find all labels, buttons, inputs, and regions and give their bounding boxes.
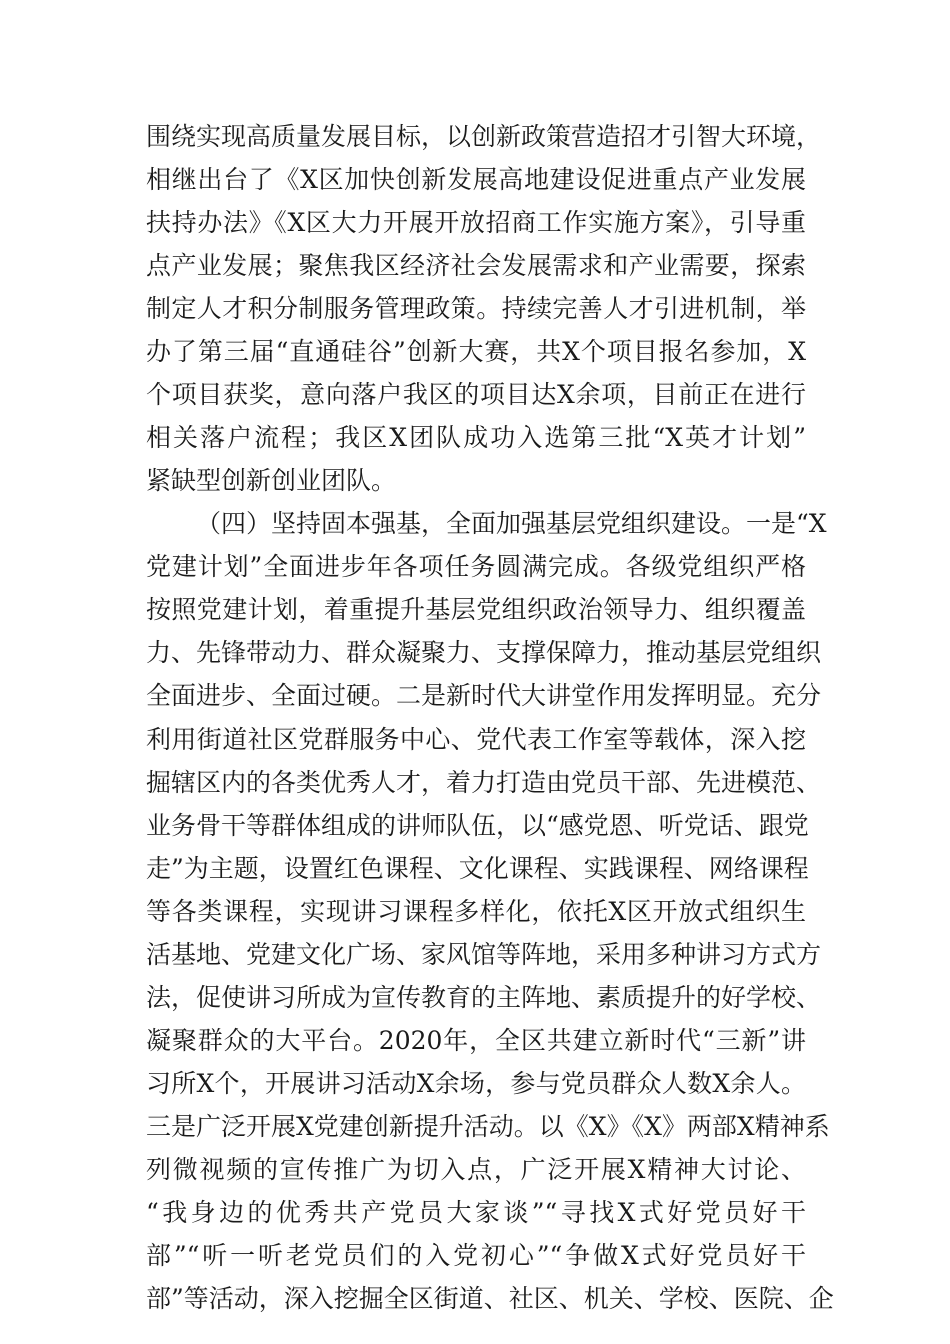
text-line: 凝聚群众的大平台。2020年，全区共建立新时代“三新”讲: [146, 1026, 806, 1055]
text-line: 相关落户流程；我区X团队成功入选第三批“X英才计划”: [146, 423, 806, 452]
text-line: 办了第三届“直通硅谷”创新大赛，共X个项目报名参加，X: [146, 337, 806, 366]
text-line: 习所X个，开展讲习活动X余场，参与党员群众人数X余人。: [146, 1069, 806, 1098]
section-heading-line: （四）坚持固本强基，全面加强基层党组织建设。一是“X: [196, 509, 827, 538]
text-line: 党建计划”全面进步年各项任务圆满完成。各级党组织严格: [146, 552, 806, 581]
text-line: 按照党建计划，着重提升基层党组织政治领导力、组织覆盖: [146, 595, 806, 624]
text-line: 掘辖区内的各类优秀人才，着力打造由党员干部、先进模范、: [146, 768, 822, 797]
text-line: 点产业发展；聚焦我区经济社会发展需求和产业需要，探索: [146, 251, 806, 280]
text-line: 法，促使讲习所成为宣传教育的主阵地、素质提升的好学校、: [146, 983, 822, 1012]
text-line: 列微视频的宣传推广为切入点，广泛开展X精神大讨论、: [146, 1155, 806, 1184]
text-line: 业务骨干等群体组成的讲师队伍，以“感党恩、听党话、跟党: [146, 811, 809, 840]
text-line: 相继出台了《X区加快创新发展高地建设促进重点产业发展: [146, 165, 806, 194]
text-line: 部”等活动，深入挖掘全区街道、社区、机关、学校、医院、企: [146, 1284, 834, 1313]
text-line: “我身边的优秀共产党员大家谈”“寻找X式好党员好干: [146, 1198, 806, 1227]
text-line: 个项目获奖，意向落户我区的项目达X余项，目前正在进行: [146, 380, 806, 409]
text-line: 活基地、党建文化广场、家风馆等阵地，采用多种讲习方式方: [146, 940, 822, 969]
text-line: 围绕实现高质量发展目标，以创新政策营造招才引智大环境，: [146, 122, 822, 151]
text-line: 力、先锋带动力、群众凝聚力、支撑保障力，推动基层党组织: [146, 638, 822, 667]
text-line: 三是广泛开展X党建创新提升活动。以《X》《X》两部X精神系: [146, 1112, 830, 1141]
text-line: 扶持办法》《X区大力开展开放招商工作实施方案》，引导重: [146, 208, 806, 237]
text-line: 全面进步、全面过硬。二是新时代大讲堂作用发挥明显。充分: [146, 681, 822, 710]
text-line: 等各类课程，实现讲习课程多样化，依托X区开放式组织生: [146, 897, 806, 926]
text-line: 制定人才积分制服务管理政策。持续完善人才引进机制，举: [146, 294, 806, 323]
paragraph-end-line: 紧缺型创新创业团队。: [146, 466, 397, 495]
text-line: 利用街道社区党群服务中心、党代表工作室等载体，深入挖: [146, 725, 806, 754]
text-line: 走”为主题，设置红色课程、文化课程、实践课程、网络课程: [146, 854, 809, 883]
text-line: 部”“听一听老党员们的入党初心”“争做X式好党员好干: [146, 1241, 806, 1270]
